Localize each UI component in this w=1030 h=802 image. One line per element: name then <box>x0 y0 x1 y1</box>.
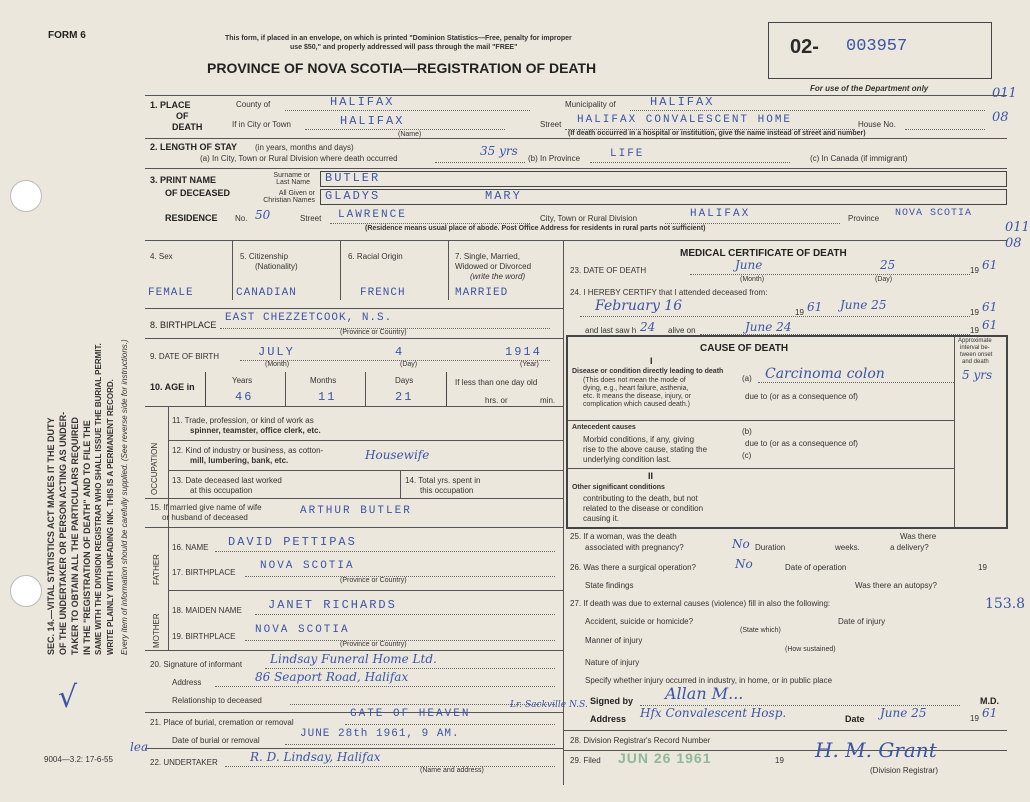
s5-label: 5. Citizenship <box>240 252 289 261</box>
clerk-mark: √ <box>58 680 78 715</box>
interval-3: tween onset <box>960 352 993 358</box>
s9-label: 9. DATE OF BIRTH <box>150 352 220 361</box>
min-label: min. <box>540 396 556 405</box>
header-notice-1: This form, if placed in an envelope, on which is printed "Dominion Statistics—Free, penalty for improper <box>225 35 572 42</box>
marital-value: MARRIED <box>455 287 509 299</box>
s24-label: 24. I HEREBY CERTIFY that I attended deceased from: <box>570 288 768 297</box>
given-boxes <box>320 189 1007 205</box>
other-4: causing it. <box>583 514 620 523</box>
s8-prov-note: (Province or Country) <box>340 329 407 336</box>
md-label: M.D. <box>980 696 999 706</box>
clerk-initials: lea <box>130 740 149 754</box>
punch-hole-top <box>10 180 42 212</box>
specify-label: Specify whether injury occurred in industry, in home, or in public place <box>585 676 833 685</box>
s29-label: 29. Filed <box>570 756 601 765</box>
side-code-1: 011 <box>992 86 1017 101</box>
city-label: If in City or Town <box>232 120 291 129</box>
informant-address-label: Address <box>172 678 202 687</box>
date-injury-label: Date of injury <box>838 617 886 626</box>
residence-note: (Residence means usual place of abode. Post Office Address for residents in rural parts not sufficient) <box>365 225 706 232</box>
s23-label: 23. DATE OF DEATH <box>570 266 647 275</box>
disease-3: dying, e.g., heart failure, asthenia, <box>583 385 689 392</box>
cert-date-value: June 25 <box>880 706 927 720</box>
s13b-label: at this occupation <box>190 486 253 495</box>
due-to-2: due to (or as a consequence of) <box>745 439 858 448</box>
residence-street-value: LAWRENCE <box>338 209 407 221</box>
s10-label: 10. AGE in <box>150 382 195 392</box>
dob-day-value: 4 <box>395 345 405 359</box>
s18-label: 18. MAIDEN NAME <box>172 606 242 615</box>
age-days-value: 21 <box>395 390 414 404</box>
physician-address-value: Hfx Convalescent Hosp. <box>640 706 787 720</box>
s2-note: (in years, months and days) <box>255 143 354 152</box>
residence-province-label: Province <box>848 214 880 223</box>
disease-1: Disease or condition directly leading to death <box>572 368 724 375</box>
alive-on-value: June 24 <box>745 320 792 334</box>
other-3: related to the disease or condition <box>583 504 704 513</box>
s11-label: 11. Trade, profession, or kind of work as <box>172 416 314 425</box>
s14-label: 14. Total yrs. spent in <box>405 476 481 485</box>
sex-value: FEMALE <box>148 287 194 299</box>
s19-label: 19. BIRTHPLACE <box>172 632 236 641</box>
informant-address-value: 86 Seaport Road, Halifax <box>255 670 409 684</box>
address-b-label: Address <box>590 714 627 724</box>
pregnancy-value: No <box>732 537 750 551</box>
delivery-1: Was there <box>900 532 937 541</box>
death-month-note: (Month) <box>740 276 765 283</box>
interval-a-value: 5 yrs <box>962 368 993 382</box>
side-code-2: 08 <box>992 110 1009 125</box>
mother-maiden-value: JANET RICHARDS <box>268 598 397 612</box>
cause-a-value: Carcinoma colon <box>765 366 885 382</box>
burial-note-value: Lr. Sackville N.S. <box>510 700 588 710</box>
residence-label: RESIDENCE <box>165 213 218 223</box>
interval-2: interval be- <box>960 345 990 351</box>
racial-value: FRENCH <box>360 287 406 299</box>
attended-to-prefix: 19 <box>970 308 979 317</box>
s15-label: 15. If married give name of wife <box>150 503 262 512</box>
other-2: contributing to the death, but not <box>583 494 698 503</box>
county-value: HALIFAX <box>330 95 395 109</box>
state-which-note: (State which) <box>740 627 781 634</box>
s3-label: 3. PRINT NAME <box>150 175 217 185</box>
death-year-prefix: 19 <box>970 266 979 275</box>
registrar-signature: H. M. Grant <box>815 738 937 762</box>
s13-label: 13. Date deceased last worked <box>172 476 282 485</box>
occupation-vertical: OCCUPATION <box>150 442 159 495</box>
cause-a-marker: (a) <box>742 374 752 383</box>
antecedent-4: underlying condition last. <box>583 455 672 464</box>
registration-prefix: 02- <box>790 36 819 58</box>
vertical-instruction-4: IN THE "REGISTRATION OF DEATH" AND TO FILE THE <box>82 420 92 655</box>
s21-label: 21. Place of burial, cremation or removal <box>150 718 294 727</box>
s8-label: 8. BIRTHPLACE <box>150 320 217 330</box>
autopsy-label: Was there an autopsy? <box>855 581 937 590</box>
s25-label: 25. If a woman, was the death <box>570 532 677 541</box>
side-code-3: 011 <box>1005 220 1030 235</box>
s1-label: 1. PLACE <box>150 100 191 110</box>
cert-year-value: 61 <box>982 706 998 720</box>
disease-2: (This does not mean the mode of <box>583 377 686 384</box>
disease-4: etc. It means the disease, injury, or <box>583 393 692 400</box>
surname-boxes <box>320 171 1007 187</box>
date-op-prefix: 19 <box>978 563 987 572</box>
s7c-label: (write the word) <box>470 272 526 281</box>
s4-label: 4. Sex <box>150 252 173 261</box>
dob-year-note: (Year) <box>520 361 539 368</box>
city-name-note: (Name) <box>398 131 422 138</box>
findings-label: State findings <box>585 581 634 590</box>
father-vertical: FATHER <box>152 554 161 585</box>
weeks-label: weeks. <box>835 543 860 552</box>
s22-label: 22. UNDERTAKER <box>150 758 218 767</box>
vertical-instruction-1: SEC. 14.—VITAL STATISTICS ACT MAKES IT THE DUTY <box>46 417 56 655</box>
date-b-label: Date <box>845 714 865 724</box>
s20-label: 20. Signature of informant <box>150 660 243 669</box>
residence-city-label: City, Town or Rural Division <box>540 214 638 223</box>
trade-value: Housewife <box>365 448 430 462</box>
hrs-label: hrs. or <box>485 396 508 405</box>
attended-to-year: 61 <box>982 300 998 314</box>
s2b-label: (b) In Province <box>528 154 581 163</box>
date-burial-label: Date of burial or removal <box>172 736 260 745</box>
cause-c-marker: (c) <box>742 451 752 460</box>
vertical-instruction-5: SAME WITH THE DIVISION REGISTRAR WHO SHALL ISSUE THE BURIAL PERMIT. <box>94 343 103 655</box>
form-label: FORM 6 <box>48 30 86 41</box>
signed-by-label: Signed by <box>590 696 634 706</box>
city-value: HALIFAX <box>340 114 405 128</box>
date-op-label: Date of operation <box>785 563 847 572</box>
surgery-value: No <box>735 557 753 571</box>
municipality-label: Municipality of <box>565 100 616 109</box>
side-code-4: 08 <box>1005 236 1022 251</box>
punch-hole-bottom <box>10 575 42 607</box>
division-registrar-note: (Division Registrar) <box>870 766 939 775</box>
s17-label: 17. BIRTHPLACE <box>172 568 236 577</box>
vertical-instruction-3: TAKER TO OBTAIN ALL THE PARTICULARS REQUIRED <box>70 417 80 655</box>
hospital-note: (If death occurred in a hospital or institution, give the name instead of street and number) <box>568 130 866 137</box>
relationship-label: Relationship to deceased <box>172 696 262 705</box>
age-months-label: Months <box>310 376 337 385</box>
street-label: Street <box>540 120 562 129</box>
s7-label: 7. Single, Married, <box>455 252 520 261</box>
vertical-instruction-6: WRITE PLAINLY WITH UNFADING INK. THIS IS A PERMANENT RECORD. <box>106 379 115 655</box>
manner-label: Manner of injury <box>585 636 643 645</box>
mother-vertical: MOTHER <box>152 613 161 648</box>
delivery-2: a delivery? <box>890 543 929 552</box>
s2-label: 2. LENGTH OF STAY <box>150 142 238 152</box>
registration-number: 003957 <box>846 37 908 56</box>
residence-no-label: No. <box>235 214 248 223</box>
attended-from-value: February 16 <box>595 298 683 314</box>
surname-label: Surname or Last Name <box>273 172 310 186</box>
cert-year-prefix: 19 <box>970 714 979 723</box>
accident-label: Accident, suicide or homicide? <box>585 617 694 626</box>
burial-date-value: JUNE 28th 1961, 9 AM. <box>300 728 460 740</box>
injury-code-value: 153.8 <box>985 596 1026 612</box>
s25b-label: associated with pregnancy? <box>585 543 684 552</box>
s27-label: 27. If death was due to external causes (violence) fill in also the following: <box>570 599 831 608</box>
filed-stamp: JUN 26 1961 <box>618 750 712 766</box>
last-saw-value: 24 <box>640 320 656 334</box>
given-value-1: GLADYS <box>325 189 381 203</box>
surname-value: BUTLER <box>325 171 381 185</box>
s11b-label: spinner, teamster, office clerk, etc. <box>190 426 321 435</box>
attended-from-prefix: 19 <box>795 308 804 317</box>
s15b-label: or husband of deceased <box>162 513 248 522</box>
disease-5: complication which caused death.) <box>583 401 691 408</box>
s12b-label: mill, lumbering, bank, etc. <box>190 456 289 465</box>
s28-label: 28. Division Registrar's Record Number <box>570 736 711 745</box>
s3-label-b: OF DECEASED <box>165 188 231 198</box>
alive-on-label: alive on <box>668 326 696 335</box>
roman-1: I <box>650 356 653 366</box>
s1-label-b: OF <box>176 111 189 121</box>
county-label: County of <box>236 100 271 109</box>
citizenship-value: CANADIAN <box>236 287 297 299</box>
less-day-label: If less than one day old <box>455 378 538 387</box>
name-address-note: (Name and address) <box>420 767 484 774</box>
attended-from-year: 61 <box>807 300 823 314</box>
death-month-value: June <box>735 258 763 272</box>
form-title: PROVINCE OF NOVA SCOTIA—REGISTRATION OF DEATH <box>207 60 597 76</box>
dept-use-note: For use of the Department only <box>810 84 929 93</box>
antecedent-1: Antecedent causes <box>572 424 636 431</box>
s14b-label: this occupation <box>420 486 474 495</box>
birthplace-value: EAST CHEZZETCOOK, N.S. <box>225 312 393 324</box>
age-months-value: 11 <box>318 390 337 404</box>
death-year-value: 61 <box>982 258 998 272</box>
cause-b-marker: (b) <box>742 427 752 436</box>
interval-4: and death <box>962 359 989 365</box>
alive-year-prefix: 19 <box>970 326 979 335</box>
dob-month-value: JULY <box>258 345 295 359</box>
stay-province-value: LIFE <box>610 148 645 160</box>
given-label: All Given or Christian Names <box>263 190 315 204</box>
s12-label: 12. Kind of industry or business, as cotton- <box>172 446 324 455</box>
municipality-value: HALIFAX <box>650 95 715 109</box>
roman-2: II <box>648 471 654 481</box>
antecedent-3: rise to the above cause, stating the <box>583 445 708 454</box>
age-days-label: Days <box>395 376 414 385</box>
cause-title: CAUSE OF DEATH <box>700 343 789 354</box>
filed-year-prefix: 19 <box>775 756 784 765</box>
vertical-instruction-7: Every item of information should be carefully supplied. (See reverse side for instructions.) <box>120 339 129 655</box>
s2a-label: (a) In City, Town or Rural Division where death occurred <box>200 154 398 163</box>
last-saw-label: and last saw h <box>585 326 637 335</box>
s6-label: 6. Racial Origin <box>348 252 403 261</box>
medical-title: MEDICAL CERTIFICATE OF DEATH <box>680 248 847 259</box>
age-years-value: 46 <box>235 390 254 404</box>
residence-street-label: Street <box>300 214 322 223</box>
dob-year-value: 1914 <box>505 345 542 359</box>
stay-city-value: 35 yrs <box>480 144 518 158</box>
street-value: HALIFAX CONVALESCENT HOME <box>577 114 793 126</box>
death-day-note: (Day) <box>875 276 893 283</box>
antecedent-2: Morbid conditions, if any, giving <box>583 435 695 444</box>
undertaker-value: R. D. Lindsay, Halifax <box>250 750 381 764</box>
s5b-label: (Nationality) <box>255 262 298 271</box>
dob-day-note: (Day) <box>400 361 418 368</box>
informant-value: Lindsay Funeral Home Ltd. <box>270 652 437 666</box>
spouse-value: ARTHUR BUTLER <box>300 505 412 517</box>
s16-label: 16. NAME <box>172 543 209 552</box>
vertical-instruction-2: OF THE UNDERTAKER OR PERSON ACTING AS UNDER- <box>58 411 68 655</box>
residence-city-value: HALIFAX <box>690 208 751 220</box>
age-years-label: Years <box>232 376 253 385</box>
residence-no-value: 50 <box>255 208 271 222</box>
s7b-label: Widowed or Divorced <box>455 262 532 271</box>
duration-label: Duration <box>755 543 786 552</box>
father-name-value: DAVID PETTIPAS <box>228 535 357 549</box>
s26-label: 26. Was there a surgical operation? <box>570 563 696 572</box>
death-day-value: 25 <box>880 258 896 272</box>
attended-to-value: June 25 <box>840 298 887 312</box>
interval-1: Approximate <box>958 338 992 344</box>
residence-province-value: NOVA SCOTIA <box>895 208 973 219</box>
s1-label-c: DEATH <box>172 122 203 132</box>
s17-prov-note: (Province or Country) <box>340 577 407 584</box>
header-notice-2: use $50," and properly addressed will pass through the mail "FREE" <box>290 44 518 51</box>
dob-month-note: (Month) <box>265 361 290 368</box>
s19-prov-note: (Province or Country) <box>340 641 407 648</box>
s2c-label: (c) In Canada (if immigrant) <box>810 154 908 163</box>
due-to-1: due to (or as a consequence of) <box>745 392 858 401</box>
bottom-form-code: 9004—3.2: 17-6-55 <box>44 755 113 764</box>
house-no-label: House No. <box>858 120 896 129</box>
burial-place-value: GATE OF HEAVEN <box>350 708 471 720</box>
alive-year-value: 61 <box>982 318 998 332</box>
nature-label: Nature of injury <box>585 658 640 667</box>
other-1: Other significant conditions <box>572 484 665 491</box>
given-value-2: MARY <box>485 189 522 203</box>
signed-by-value: Allan M... <box>665 684 744 703</box>
father-birthplace-value: NOVA SCOTIA <box>260 560 355 572</box>
mother-birthplace-value: NOVA SCOTIA <box>255 624 350 636</box>
how-sustained-note: (How sustained) <box>785 646 836 653</box>
